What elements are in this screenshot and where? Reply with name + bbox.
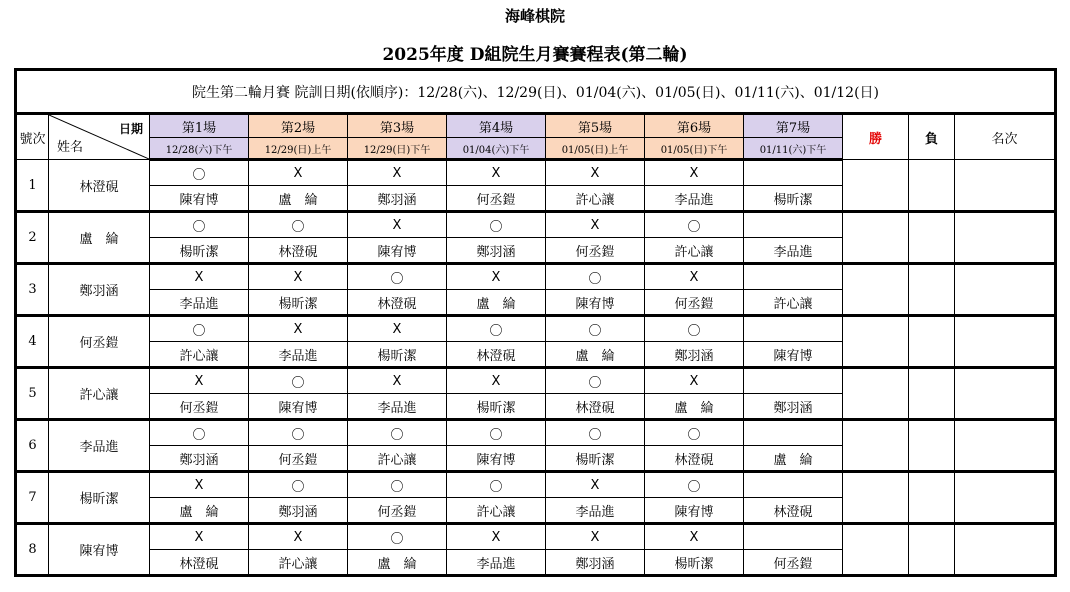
player-row: [16, 316, 1056, 342]
match-result: [744, 524, 843, 550]
match-result: 〇: [249, 472, 348, 498]
opponent-name: 何丞鎧: [447, 186, 546, 212]
opponent-name: 許心讓: [447, 498, 546, 524]
round-label: 第4場: [447, 114, 546, 138]
match-result: X: [150, 472, 249, 498]
match-result: X: [546, 472, 645, 498]
match-result: [744, 368, 843, 394]
round-date: 01/04(六)下午: [447, 138, 546, 160]
loss-count-cell: [909, 524, 955, 576]
win-count-cell: [843, 212, 909, 264]
opponent-name: 盧 綸: [546, 342, 645, 368]
player-name: 楊昕潔: [49, 472, 150, 524]
match-result: [744, 212, 843, 238]
opponent-name: 鄭羽涵: [150, 446, 249, 472]
opponent-name: 何丞鎧: [348, 498, 447, 524]
player-number: 1: [16, 160, 49, 212]
match-result: [744, 316, 843, 342]
win-count-cell: [843, 368, 909, 420]
match-result: 〇: [150, 316, 249, 342]
match-result: 〇: [348, 524, 447, 550]
opponent-name: 楊昕潔: [348, 342, 447, 368]
opponent-name: 李品進: [447, 550, 546, 576]
opponent-name: 許心讓: [645, 238, 744, 264]
date-header: 日期: [118, 122, 143, 136]
win-count-cell: [843, 420, 909, 472]
match-result: X: [645, 160, 744, 186]
rank-cell: [955, 264, 1056, 316]
opponent-name: 陳宥博: [447, 446, 546, 472]
match-result: X: [348, 368, 447, 394]
match-result: 〇: [447, 472, 546, 498]
win-header: 勝: [843, 114, 909, 160]
opponent-name: 楊昕潔: [249, 290, 348, 316]
player-row: [16, 420, 1056, 446]
match-result: X: [645, 264, 744, 290]
opponent-name: 鄭羽涵: [348, 186, 447, 212]
match-result: X: [348, 212, 447, 238]
player-name: 盧 綸: [49, 212, 150, 264]
opponent-name: 陳宥博: [744, 342, 843, 368]
match-result: X: [249, 160, 348, 186]
rank-cell: [955, 160, 1056, 212]
opponent-name: 李品進: [150, 290, 249, 316]
round-date: 12/28(六)下午: [150, 138, 249, 160]
opponent-name: 楊昕潔: [546, 446, 645, 472]
player-name: 鄭羽涵: [49, 264, 150, 316]
match-result: 〇: [546, 420, 645, 446]
match-result: 〇: [645, 420, 744, 446]
opponent-name: 盧 綸: [447, 290, 546, 316]
opponent-name: 許心讓: [744, 290, 843, 316]
match-result: X: [447, 264, 546, 290]
player-number: 5: [16, 368, 49, 420]
round-label: 第2場: [249, 114, 348, 138]
match-result: [744, 420, 843, 446]
match-result: X: [249, 264, 348, 290]
match-result: 〇: [249, 368, 348, 394]
match-result: 〇: [348, 264, 447, 290]
player-name: 許心讓: [49, 368, 150, 420]
opponent-name: 李品進: [546, 498, 645, 524]
opponent-name: 陳宥博: [348, 238, 447, 264]
opponent-name: 何丞鎧: [150, 394, 249, 420]
opponent-name: 陳宥博: [249, 394, 348, 420]
opponent-name: 鄭羽涵: [645, 342, 744, 368]
match-result: 〇: [447, 420, 546, 446]
opponent-name: 許心讓: [150, 342, 249, 368]
win-count-cell: [843, 160, 909, 212]
round-label: 第1場: [150, 114, 249, 138]
match-result: X: [150, 524, 249, 550]
match-result: 〇: [249, 212, 348, 238]
match-result: X: [645, 368, 744, 394]
match-result: 〇: [447, 212, 546, 238]
loss-count-cell: [909, 472, 955, 524]
match-result: X: [249, 316, 348, 342]
match-result: X: [645, 524, 744, 550]
opponent-name: 鄭羽涵: [447, 238, 546, 264]
match-result: X: [249, 524, 348, 550]
opponent-name: 林澄硯: [744, 498, 843, 524]
loss-count-cell: [909, 212, 955, 264]
round-label: 第3場: [348, 114, 447, 138]
player-name: 李品進: [49, 420, 150, 472]
rank-cell: [955, 212, 1056, 264]
opponent-name: 何丞鎧: [546, 238, 645, 264]
match-result: 〇: [645, 316, 744, 342]
match-result: 〇: [546, 368, 645, 394]
opponent-name: 盧 綸: [744, 446, 843, 472]
opponent-name: 林澄硯: [546, 394, 645, 420]
win-count-cell: [843, 524, 909, 576]
opponent-name: 盧 綸: [150, 498, 249, 524]
rank-cell: [955, 368, 1056, 420]
match-result: X: [348, 160, 447, 186]
round-date: 12/29(日)上午: [249, 138, 348, 160]
match-result: [744, 160, 843, 186]
index-header: 號次: [16, 114, 49, 160]
match-result: X: [447, 368, 546, 394]
lose-header: 負: [909, 114, 955, 160]
opponent-name: 何丞鎧: [645, 290, 744, 316]
player-number: 3: [16, 264, 49, 316]
win-count-cell: [843, 472, 909, 524]
player-name: 林澄硯: [49, 160, 150, 212]
opponent-name: 林澄硯: [348, 290, 447, 316]
opponent-name: 陳宥博: [150, 186, 249, 212]
opponent-name: 林澄硯: [645, 446, 744, 472]
match-result: 〇: [348, 472, 447, 498]
match-result: X: [546, 524, 645, 550]
opponent-name: 陳宥博: [645, 498, 744, 524]
opponent-name: 林澄硯: [447, 342, 546, 368]
opponent-name: 鄭羽涵: [546, 550, 645, 576]
win-count-cell: [843, 264, 909, 316]
player-number: 6: [16, 420, 49, 472]
match-result: 〇: [348, 420, 447, 446]
rank-cell: [955, 420, 1056, 472]
player-number: 4: [16, 316, 49, 368]
match-result: [744, 472, 843, 498]
loss-count-cell: [909, 368, 955, 420]
opponent-name: 盧 綸: [249, 186, 348, 212]
opponent-name: 何丞鎧: [744, 550, 843, 576]
opponent-name: 鄭羽涵: [744, 394, 843, 420]
rank-header: 名次: [955, 114, 1056, 160]
opponent-name: 林澄硯: [249, 238, 348, 264]
match-result: 〇: [447, 316, 546, 342]
opponent-name: 盧 綸: [348, 550, 447, 576]
round-date: 01/11(六)下午: [744, 138, 843, 160]
opponent-name: 許心讓: [249, 550, 348, 576]
round-date: 12/29(日)下午: [348, 138, 447, 160]
training-dates-line: 院生第二輪月賽 院訓日期(依順序)：12/28(六)、12/29(日)、01/04(六)、01/05(日)、01/11(六)、01/12(日): [16, 70, 1056, 114]
round-label: 第7場: [744, 114, 843, 138]
schedule-table: [14, 68, 1057, 577]
opponent-name: 許心讓: [546, 186, 645, 212]
match-result: 〇: [546, 264, 645, 290]
opponent-name: 陳宥博: [546, 290, 645, 316]
round-label: 第6場: [645, 114, 744, 138]
player-row: [16, 472, 1056, 498]
opponent-name: 李品進: [744, 238, 843, 264]
org-name: 海峰棋院: [504, 7, 565, 25]
match-result: 〇: [249, 420, 348, 446]
opponent-name: 許心讓: [348, 446, 447, 472]
win-count-cell: [843, 316, 909, 368]
player-row: [16, 160, 1056, 186]
match-result: [744, 264, 843, 290]
opponent-name: 李品進: [249, 342, 348, 368]
match-result: X: [546, 160, 645, 186]
match-result: 〇: [150, 212, 249, 238]
loss-count-cell: [909, 420, 955, 472]
match-result: 〇: [546, 316, 645, 342]
round-label: 第5場: [546, 114, 645, 138]
opponent-name: 盧 綸: [645, 394, 744, 420]
player-name: 陳宥博: [49, 524, 150, 576]
match-result: X: [150, 264, 249, 290]
match-result: 〇: [645, 472, 744, 498]
player-number: 8: [16, 524, 49, 576]
opponent-name: 李品進: [348, 394, 447, 420]
opponent-name: 楊昕潔: [645, 550, 744, 576]
round-date: 01/05(日)上午: [546, 138, 645, 160]
match-result: X: [546, 212, 645, 238]
opponent-name: 何丞鎧: [249, 446, 348, 472]
opponent-name: 楊昕潔: [744, 186, 843, 212]
match-result: X: [447, 160, 546, 186]
opponent-name: 李品進: [645, 186, 744, 212]
player-row: [16, 368, 1056, 394]
opponent-name: 楊昕潔: [150, 238, 249, 264]
player-number: 2: [16, 212, 49, 264]
player-row: [16, 264, 1056, 290]
player-row: [16, 524, 1056, 550]
loss-count-cell: [909, 316, 955, 368]
name-header: 姓名: [57, 140, 84, 155]
opponent-name: 林澄硯: [150, 550, 249, 576]
rank-cell: [955, 316, 1056, 368]
player-number: 7: [16, 472, 49, 524]
rank-cell: [955, 472, 1056, 524]
match-result: 〇: [150, 160, 249, 186]
rank-cell: [955, 524, 1056, 576]
match-result: 〇: [645, 212, 744, 238]
match-result: X: [447, 524, 546, 550]
match-result: X: [348, 316, 447, 342]
player-name: 何丞鎧: [49, 316, 150, 368]
page-title: 2025年度 D組院生月賽賽程表(第二輪): [382, 45, 688, 65]
round-date: 01/05(日)下午: [645, 138, 744, 160]
match-result: X: [150, 368, 249, 394]
opponent-name: 楊昕潔: [447, 394, 546, 420]
loss-count-cell: [909, 264, 955, 316]
date-name-header: [49, 114, 150, 160]
opponent-name: 鄭羽涵: [249, 498, 348, 524]
loss-count-cell: [909, 160, 955, 212]
player-row: [16, 212, 1056, 238]
match-result: 〇: [150, 420, 249, 446]
